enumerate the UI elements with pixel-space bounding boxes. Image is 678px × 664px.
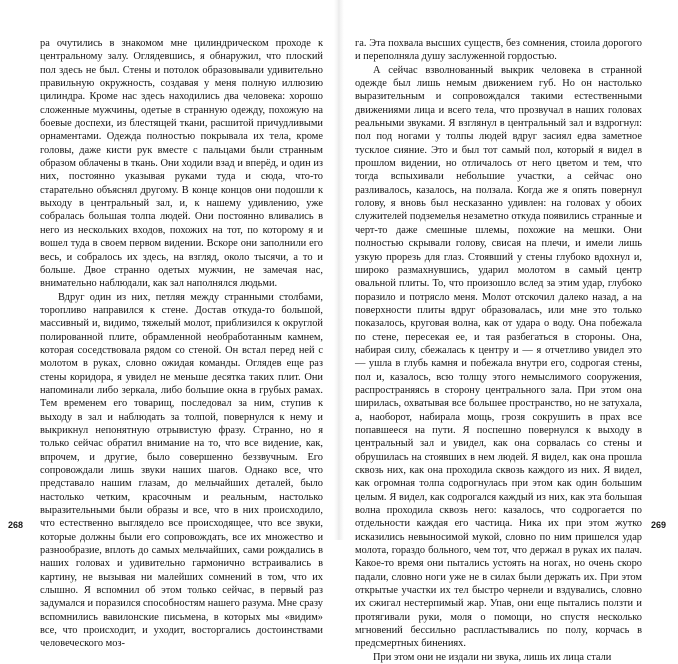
right-paragraph-1: га. Эта похвала высших существ, без сомнения, стоила дорогого и переполняла душу заслуженной гордостью.	[355, 38, 642, 63]
left-paragraph-1: ра очутились в знакомом мне цилиндрическом проходе к центральному залу. Оглядевшись, я обнаружил, что плоский пол здесь не был. Стены и потолок образовывали удивительно правильную окружность, создавая у меня полную иллюзию цилиндра. Кроме нас здесь находились два человека: хорошо сложенные мужчины, одетые в странную одежду, похожую на боевые доспехи, из блестящей ткани, расшитой причудливыми орнаментами. Одежда полностью покрывала их тела, кроме головы, даже кисти рук вместе с пальцами были странным образом облачены в ткань. Они ходили взад и вперёд, и один из них, постоянно указывая руками туда и сюда, что-то старательно объяснял другому. В конце концов они подошли к выходу в центральный зал, и, к нашему удивлению, уже собралась большая толпа людей. Они постоянно вливались в него из нескольких входов, похожих на тот, по которому я и вошел туда в своем первом видении. Вскоре они заполнили его весь, и собралось их здесь, на взгляд, около тысячи, а то и больше. Двое странно одетых мужчин, не замечая нас, внимательно наблюдали, как зал наполнялся людьми.	[40, 38, 323, 290]
left-page-number: 268	[8, 520, 24, 530]
right-paragraph-2: А сейчас взволнованный выкрик человека в странной одежде был лишь немым движением губ. Но он настолько выразительным и сопровождался такими естественными движениями лица и всего тела, что прозвучал в наших головах реальными звуками. Я взглянул в центральный зал и вздрогнул: пол под ногами у толпы людей вдруг засиял едва заметное тусклое сияние. Это и был тот самый пол, который я видел в прошлом видении, но отличалось от него цветом и тем, что тогда вспыхивали небольшие участки, а сейчас оно разливалось, казалось, на ползала. Когда же я опять повернул голову, я вновь был несказанно удивлен: на головах у обоих служителей подземелья незаметно откуда появились странные и черт-то даже смешные шлемы, похожие на мешки. Они полностью скрывали голову, свисая на плечи, и имели лишь узкую прорезь для глаз. Стоявший у стены глубоко вдохнул и, широко размахнувшись, ударил молотом в самый центр овальной плиты. То, что произошло вслед за этим удар, глубоко поразило и потрясло меня. Молот отскочил далеко назад, а на поверхности плиты вдруг образовалась, или мне это только показалось, круговая волна, как от удара о воду. Она побежала по стене, пересекая ее, и тая разбегаться в стороны. Она, набирая силу, сбежалась к центру и — я отчетливо увидел это — ушла в глубь камня и побежала внутри его, содрогая стены, пол и, казалось, всю толщу этого немыслимого сооружения, распространяясь в сторону центрального зала. При этом она ширилась, охватывая все большее пространство, но не затухала, а, наоборот, набирала мощь, грозя сокрушить в прах все попавшееся на пути. Я поспешно повернулся к выходу в центральный зал и увидел, как она сорвалась со стены и обрушилась на стоявших в нем людей. Я видел, как она прошла сквозь них, как она проходила сквозь каждого из них. Я видел, как огромная толпа содрогнулась при этом как один большим целым. Я видел, как содрогался каждый из них, как эта большая волна проходила сквозь него: казалось, что содрогается по отдельности каждая его частица. Ника их при этом жутко исказились невыносимой мукой, словно по ним пришелся удар молота, гораздо больного, чем тот, что держал в руках их палач. Какое-то время они пытались устоять на ногах, но очень скоро падали, словно ноги уже не в силах были держать их. При этом открытые участки их тел быстро чернели и вздувались, словно их сжигал нестерпимый жар. Упав, они еще пытались ползти и протягивали руки, моля о помощи, но спустя несколько мгновений бессильно распластывались по полу, корчась в предсмертных бинениях.	[355, 64, 642, 650]
left-page	[0, 0, 339, 650]
left-page-text	[40, 37, 323, 651]
right-page	[339, 0, 678, 663]
right-page-number: 269	[651, 520, 667, 530]
right-paragraph-3: При этом они не издали ни звука, лишь их лица стали	[373, 651, 612, 663]
right-page-text	[355, 37, 642, 664]
left-paragraph-2: Вдруг один из них, петляя между странными столбами, торопливо направился к стене. Достав откуда-то большой, массивный и, видимо, тяжелый молот, приблизился к округлой полированной плите, обрамленной необработанным камнем, которая соседствовала рядом со стеной. Он встал перед ней с молотом в руках, словно ожидая команды. Оглядев еще раз стены коридора, я увидел не меньше десятка таких плит. Они напоминали либо зеркала, либо большие окна в грубых рамах. Тем временем его товарищ, последовал за ним, ступив к выходу в зал и наблюдать за толпой, повернулся к нему и выкрикнул непонятную отрывистую фразу. Странно, но я только сейчас обратил внимание на то, что все видение, как, впрочем, и другие, было совершенно беззвучным. Его сопровождали лишь звуки наших шагов. Однако все, что представало нашим глазам, до мельчайших деталей, было настолько четким, красочным и реальным, настолько выразительными были образы и все, что в них происходило, что естественно выглядело все происходящее, что все звуки, которые должны были его сопровождать, все их множество и разнообразие, вплоть до самых мельчайших, сами рождались в наших головах и удивительно гармонично встраивались в картину, не вызывая ни малейших сомнений в том, что их слышно. Я вспомнил об этом только сейчас, в первый раз задумался и поразился способностям нашего разума. Мне сразу вспомнились вавилонские письмена, в которых мы «видим» все, что происходит, и уходит, восторгались достоинствами человеческого моз-	[40, 291, 323, 650]
